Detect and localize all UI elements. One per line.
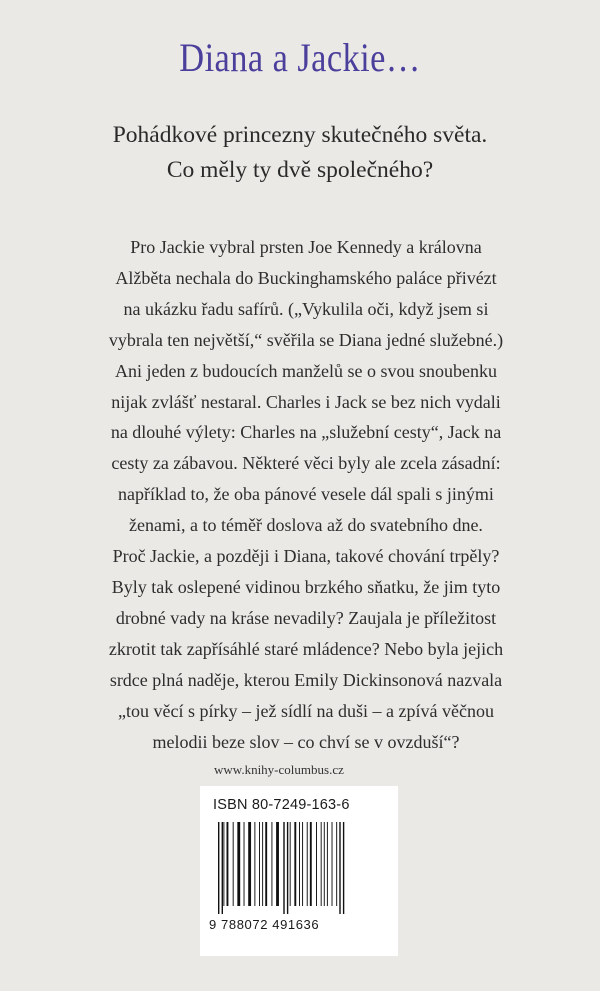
blurb-line: „tou věcí s pírky – jež sídlí na duši – a zpívá věčnou xyxy=(118,700,494,721)
blurb-text xyxy=(56,232,556,757)
blurb-line: na dlouhé výlety: Charles na „služební cesty“, Jack na xyxy=(110,422,502,443)
publisher-website: www.knihy-columbus.cz xyxy=(214,762,344,777)
tagline-line: Pohádkové princezny skutečného světa. xyxy=(112,122,488,148)
barcode-digits: 9 788072 491636 xyxy=(209,917,320,932)
blurb-line: zkrotit tak zapřísáhlé staré mládence? Nebo byla jejich xyxy=(108,638,504,659)
blurb-line: ženami, a to téměř doslova až do svatebního dne. xyxy=(129,515,483,536)
blurb-line: srdce plná naděje, kterou Emily Dickinsonová nazvala xyxy=(109,669,503,690)
blurb-line: Proč Jackie, a později i Diana, takové chování trpěly? xyxy=(112,546,500,567)
blurb-line: nijak zvlášť nestaral. Charles i Jack se bez nich vydali xyxy=(111,391,501,412)
blurb-line: drobné vady na kráse nevadily? Zaujala je příležitost xyxy=(115,607,497,628)
book-title: Diana a Jackie… xyxy=(179,35,421,80)
blurb-line: vybrala ten největší,“ svěřila se Diana jedné služebné.) xyxy=(108,329,504,350)
blurb-line: Pro Jackie vybral prsten Joe Kennedy a královna xyxy=(130,237,482,257)
isbn-text: ISBN 80-7249-163-6 xyxy=(213,797,350,813)
blurb-line: Ani jeden z budoucích manželů se o svou snoubenku xyxy=(115,360,497,381)
blurb-line: například to, že oba pánové vesele dál spali s jinými xyxy=(118,484,494,505)
blurb-line: Alžběta nechala do Buckinghamského paláce přivézt xyxy=(115,267,497,288)
blurb-line: Byly tak oslepené vidinou brzkého sňatku, že jim tyto xyxy=(111,576,501,597)
blurb-line: melodii beze slov – co chví se v ovzduší“? xyxy=(152,731,460,752)
tagline-line: Co měly ty dvě společného? xyxy=(166,157,434,183)
blurb-line: cesty za zábavou. Některé věci byly ale zcela zásadní: xyxy=(111,453,501,474)
tagline xyxy=(60,118,540,188)
barcode-bars xyxy=(216,822,384,914)
blurb-line: na ukázku řadu safírů. („Vykulila oči, když jsem si xyxy=(123,298,489,319)
